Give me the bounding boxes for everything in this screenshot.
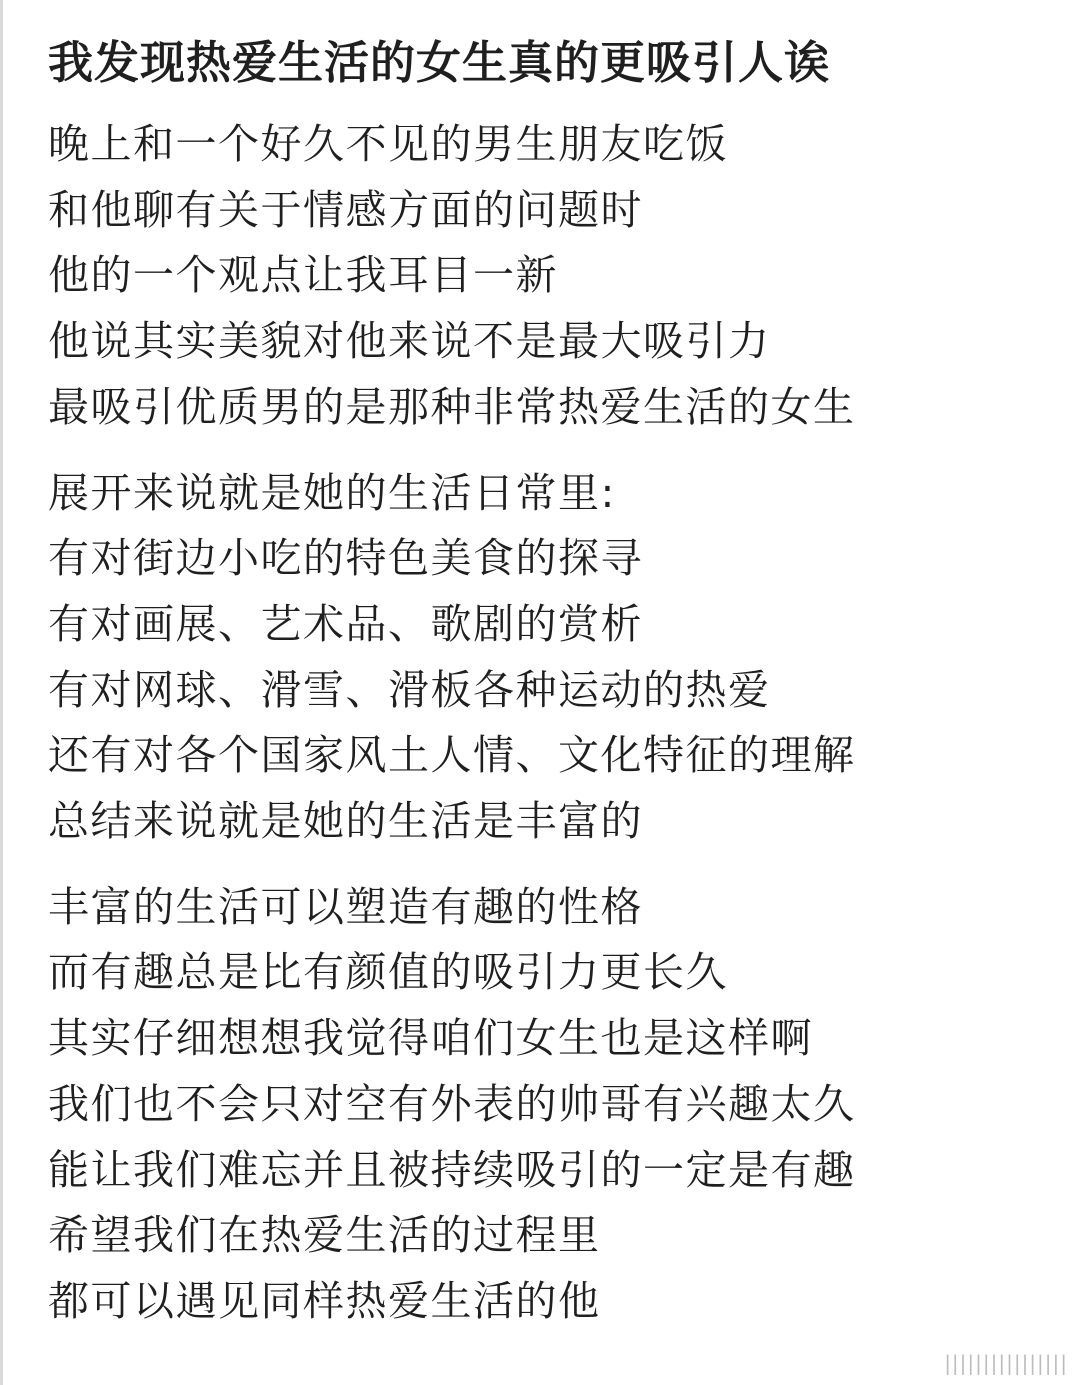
watermark: |||||||||||||||| xyxy=(944,1351,1068,1375)
text-line: 都可以遇见同样热爱生活的他 xyxy=(48,1276,601,1325)
text-line: 最吸引优质男的是那种非常热爱生活的女生 xyxy=(48,382,856,431)
left-border xyxy=(0,0,3,1385)
text-line: 其实仔细想想我觉得咱们女生也是这样啊 xyxy=(48,1014,813,1063)
paragraph-1 xyxy=(48,112,1048,441)
text-line: 晚上和一个好久不见的男生朋友吃饭 xyxy=(48,120,728,168)
text-line: 他的一个观点让我耳目一新 xyxy=(48,251,558,300)
post-content xyxy=(48,30,1048,1355)
text-line: 有对网球、滑雪、滑板各种运动的热爱 xyxy=(48,665,771,714)
text-line: 有对街边小吃的特色美食的探寻 xyxy=(48,534,643,583)
text-line: 还有对各个国家风土人情、文化特征的理解 xyxy=(48,731,856,780)
text-line: 而有趣总是比有颜值的吸引力更长久 xyxy=(48,948,728,997)
text-line: 希望我们在热爱生活的过程里 xyxy=(48,1211,601,1260)
paragraph-2 xyxy=(48,461,1048,855)
text-line: 丰富的生活可以塑造有趣的性格 xyxy=(48,882,643,931)
text-line: 和他聊有关于情感方面的问题时 xyxy=(48,185,643,234)
text-line: 总结来说就是她的生活是丰富的 xyxy=(48,797,643,846)
text-line: 他说其实美貌对他来说不是最大吸引力 xyxy=(48,317,771,366)
text-line: 有对画展、艺术品、歌剧的赏析 xyxy=(48,599,643,648)
post-title: 我发现热爱生活的女生真的更吸引人诶 xyxy=(48,36,831,89)
text-line: 展开来说就是她的生活日常里: xyxy=(48,468,616,517)
text-line: 我们也不会只对空有外表的帅哥有兴趣太久 xyxy=(48,1079,856,1128)
text-line: 能让我们难忘并且被持续吸引的一定是有趣 xyxy=(48,1145,856,1194)
paragraph-3 xyxy=(48,875,1048,1335)
